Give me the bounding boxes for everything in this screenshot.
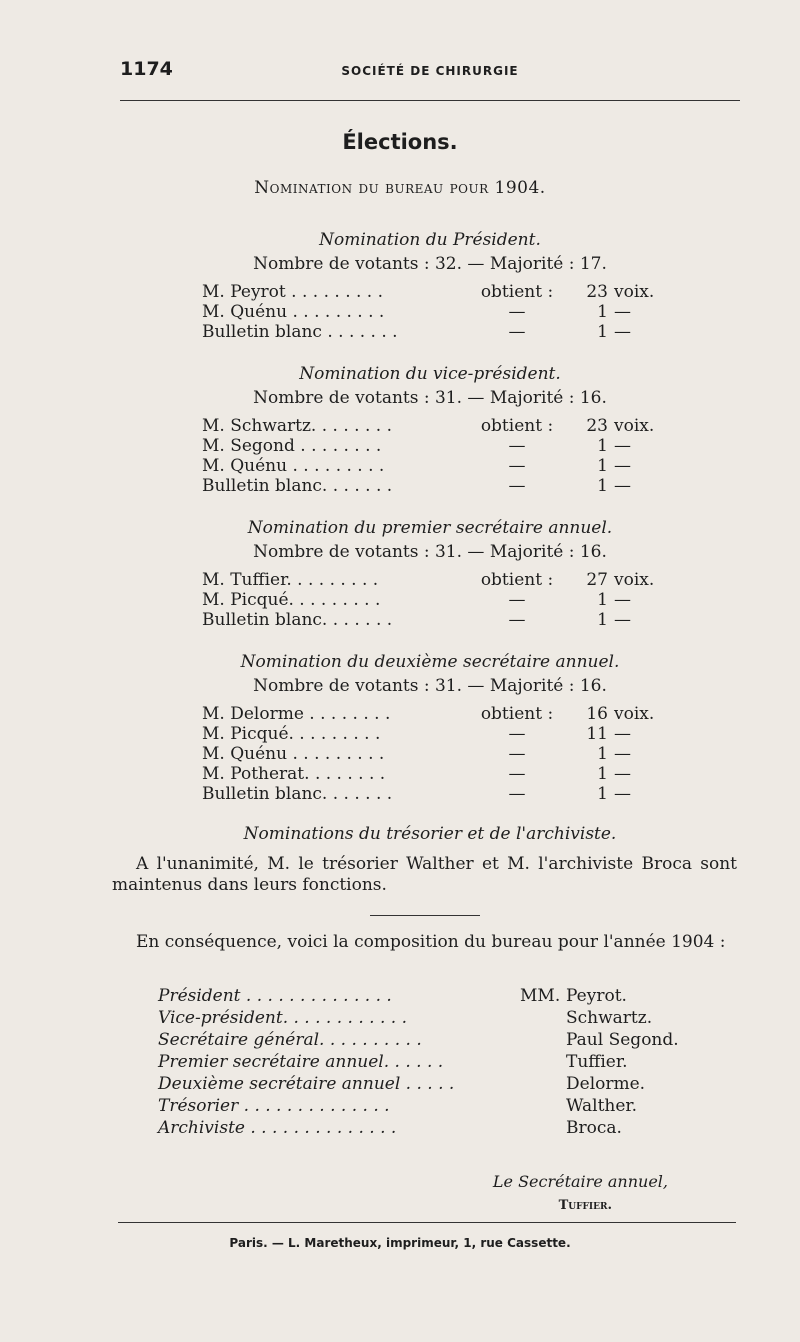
printer-line: Paris. — L. Maretheux, imprimeur, 1, rue Cassette. — [229, 1236, 571, 1250]
vote-summary: Nombre de votants : 31. — Majorité : 16. — [253, 388, 607, 408]
bureau-row: Deuxième secrétaire annuel . . . . . Delorme. — [158, 1074, 646, 1094]
section-heading: Nomination du deuxième secrétaire annuel. — [240, 652, 620, 672]
separator-rule — [370, 915, 480, 916]
bureau-row: Archiviste . . . . . . . . . . . . . . Broca. — [158, 1118, 622, 1138]
vote-row: M. Quénu . . . . . . . . . — 1 — — [202, 302, 631, 322]
running-header — [120, 58, 740, 88]
vote-row: M. Potherat. . . . . . . . — 1 — — [202, 764, 631, 784]
vote-summary: Nombre de votants : 31. — Majorité : 16. — [253, 676, 607, 696]
vote-row: M. Peyrot . . . . . . . . . obtient : 23 voix. — [202, 282, 655, 302]
section-president — [120, 228, 740, 342]
vote-row: M. Segond . . . . . . . . — 1 — — [202, 436, 631, 456]
section-heading: Nominations du trésorier et de l'archiviste. — [243, 824, 617, 844]
section-vice-president — [120, 362, 740, 496]
section-heading: Nomination du vice-président. — [299, 364, 561, 384]
section-heading: Nomination du premier secrétaire annuel. — [247, 518, 613, 538]
vote-row: M. Schwartz. . . . . . . . obtient : 23 voix. — [202, 416, 655, 436]
bureau-row: Trésorier . . . . . . . . . . . . . . Walther. — [158, 1096, 638, 1116]
signature-name: Tuffier. — [558, 1198, 612, 1213]
vote-row: Bulletin blanc . . . . . . . — 1 — — [202, 322, 631, 342]
vote-row: M. Delorme . . . . . . . . obtient : 16 voix. — [202, 704, 655, 724]
footer-rule — [118, 1222, 736, 1223]
page-number: 1174 — [120, 58, 173, 80]
page-title: Élections. — [342, 130, 458, 154]
treasurer-paragraph: A l'unanimité, M. le trésorier Walther et M. l'archiviste Broca sont maintenus dans leurs fonctions. — [112, 854, 737, 895]
vote-row: M. Picqué. . . . . . . . . — 1 — — [202, 590, 631, 610]
section-deuxieme-secretaire — [120, 650, 740, 804]
vote-row: M. Quénu . . . . . . . . . — 1 — — [202, 744, 631, 764]
page-subtitle: Nomination du bureau pour 1904. — [254, 178, 546, 198]
vote-row: M. Quénu . . . . . . . . . — 1 — — [202, 456, 631, 476]
bureau-row: Président . . . . . . . . . . . . . . MM. Peyrot. — [158, 986, 627, 1006]
header-rule — [120, 100, 740, 101]
vote-row: Bulletin blanc. . . . . . . — 1 — — [202, 784, 631, 804]
conclusion-paragraph: En conséquence, voici la composition du bureau pour l'année 1904 : — [136, 932, 726, 952]
bureau-row: Secrétaire général. . . . . . . . . . Paul Segond. — [158, 1030, 679, 1050]
signature-title: Le Secrétaire annuel, — [492, 1172, 668, 1191]
vote-row: Bulletin blanc. . . . . . . — 1 — — [202, 610, 631, 630]
vote-row: Bulletin blanc. . . . . . . — 1 — — [202, 476, 631, 496]
vote-summary: Nombre de votants : 31. — Majorité : 16. — [253, 542, 607, 562]
section-premier-secretaire — [120, 516, 740, 630]
bureau-row: Vice-président. . . . . . . . . . . . Schwartz. — [158, 1008, 653, 1028]
vote-row: M. Picqué. . . . . . . . . — 11 — — [202, 724, 631, 744]
section-tresorier-archiviste — [120, 822, 740, 846]
running-title: SOCIÉTÉ DE CHIRURGIE — [341, 64, 519, 78]
vote-row: M. Tuffier. . . . . . . . . obtient : 27 voix. — [202, 570, 655, 590]
section-heading: Nomination du Président. — [319, 230, 541, 250]
bureau-row: Premier secrétaire annuel. . . . . . Tuffier. — [158, 1052, 628, 1072]
vote-summary: Nombre de votants : 32. — Majorité : 17. — [253, 254, 607, 274]
